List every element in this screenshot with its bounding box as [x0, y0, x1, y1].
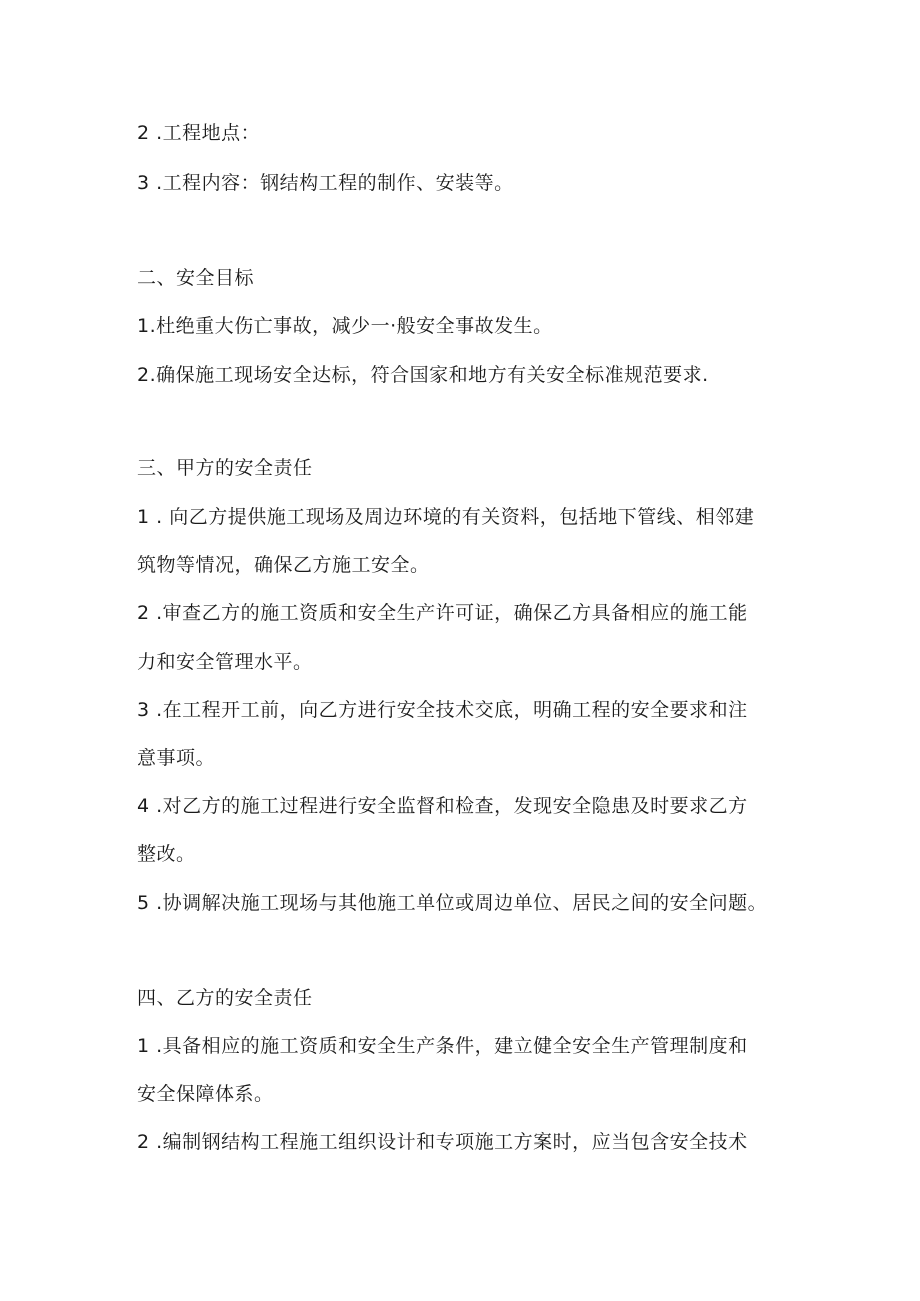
party-a-item-1-line-2: 筑物等情况，确保乙方施工安全。 [137, 554, 430, 576]
party-a-item-3-line-1: 3 .在工程开工前，向乙方进行安全技术交底，明确工程的安全要求和注 [137, 699, 748, 721]
party-a-item-1-line-1: 1 . 向乙方提供施工现场及周边环境的有关资料，包括地下管线、相邻建 [137, 506, 755, 528]
party-a-item-2-line-2: 力和安全管理水平。 [137, 651, 313, 673]
section-heading-safety-goals: 二、安全目标 [137, 267, 255, 289]
party-a-item-5: 5 .协调解决施工现场与其他施工单位或周边单位、居民之间的安全问题。 [137, 892, 768, 914]
party-b-item-2-line-1: 2 .编制钢结构工程施工组织设计和专项施工方案时，应当包含安全技术 [137, 1131, 748, 1153]
party-a-item-3-line-2: 意事项。 [137, 747, 216, 769]
party-a-item-2-line-1: 2 .审查乙方的施工资质和安全生产许可证，确保乙方具备相应的施工能 [137, 602, 748, 624]
goal-item-2: 2.确保施工现场安全达标，符合国家和地方有关安全标准规范要求. [137, 364, 709, 386]
section-heading-party-a: 三、甲方的安全责任 [137, 457, 313, 479]
section-heading-party-b: 四、乙方的安全责任 [137, 987, 313, 1009]
item-location: 2 .工程地点： [137, 122, 261, 144]
party-a-item-4-line-2: 整改。 [137, 843, 196, 865]
item-content: 3 .工程内容：钢结构工程的制作、安装等。 [137, 172, 514, 194]
party-b-item-1-line-1: 1 .具备相应的施工资质和安全生产条件，建立健全安全生产管理制度和 [137, 1035, 748, 1057]
party-a-item-4-line-1: 4 .对乙方的施工过程进行安全监督和检查，发现安全隐患及时要求乙方 [137, 795, 748, 817]
goal-item-1: 1.杜绝重大伤亡事故，减少一·般安全事故发生。 [137, 315, 553, 337]
party-b-item-1-line-2: 安全保障体系。 [137, 1083, 274, 1105]
